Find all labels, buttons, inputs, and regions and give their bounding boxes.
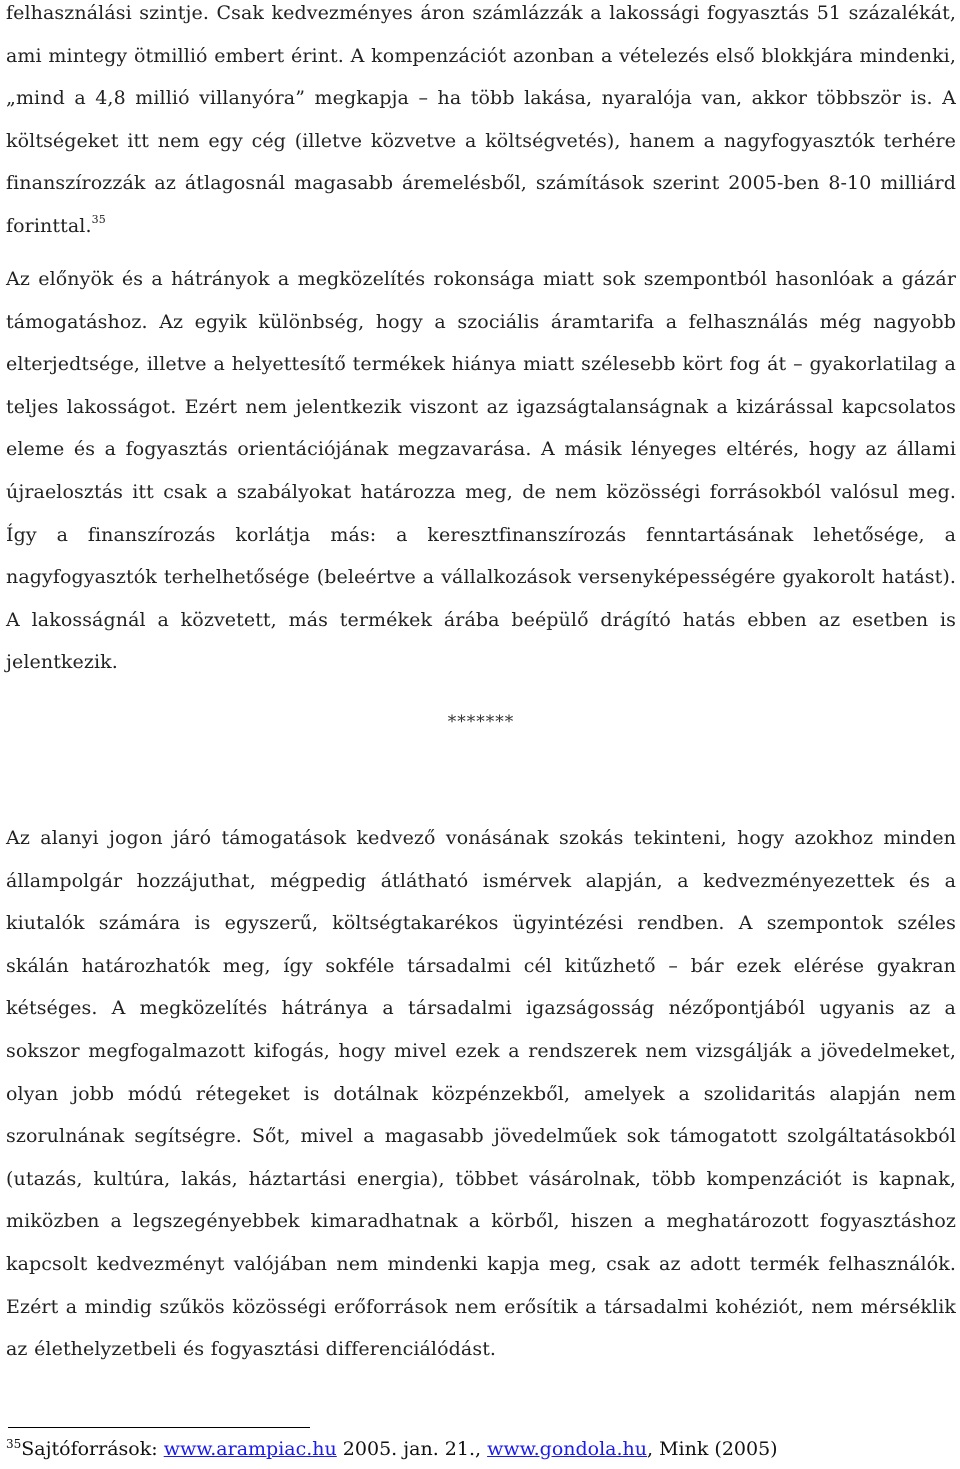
paragraph-3-text: Az alanyi jogon járó támogatások kedvező vonásának szokás tekinteni, hogy azokhoz minden állampolgár hozzájuthat, mégpedig átlátható ismérvek alapján, a kedvezményezettek és a kiutalók számára is egyszerű, költségtakarékos ügyintézési rendben. A szempontok széles skálán határozhatók meg, így sokféle társadalmi cél kitűzhető – bár ezek elérése gyakran kétséges. A megközelítés hátránya a társadalmi igazságosság nézőpontjából ugyanis az a sokszor megfogalmazott kifogás, hogy mivel ezek a rendszerek nem vizsgálják a jövedelmeket, olyan jobb módú rétegeket is dotálnak közpénzekből, amelyek a szolidaritás alapján nem szorulnának segítségre. Sőt, mivel a magasabb jövedelműek sok támogatott szolgáltatásokból (utazás, kultúra, lakás, háztartási energia), többet vásárolnak, több kompenzációt is kapnak, miközben a legszegényebbek kimaradhatnak a körből, hiszen a meghatározott fogyasztáshoz kapcsolt kedvezményt valójában nem mindenki kapja meg, csak az adott termék felhasználók. Ezért a mindig szűkös közösségi erőforrások nem erősítik a társadalmi kohéziót, nem mérséklik az élethelyzetbeli és fogyasztási differenciálódást.: [6, 827, 956, 1361]
footnote-link-arampiac[interactable]: www.arampiac.hu: [163, 1438, 337, 1460]
section-separator: *******: [447, 712, 515, 732]
paragraph-1: [6, 0, 956, 248]
footnote-reference[interactable]: 35: [91, 212, 106, 226]
footnote-number: 35: [6, 1437, 22, 1451]
paragraph-2: [6, 258, 956, 684]
paragraph-3: [6, 817, 956, 1371]
footnote-middle: 2005. jan. 21.,: [336, 1438, 488, 1460]
footnote-divider: [8, 1427, 310, 1428]
paragraph-1-text: felhasználási szintje. Csak kedvezményes áron számlázzák a lakossági fogyasztás 51 százalékát, ami mintegy ötmillió embert érint. A kompenzációt azonban a vételezés első blokkjára mindenki, „mind a 4,8 millió villanyóra” megkapja – ha több lakása, nyaralója van, akkor többször is. A költségeket itt nem egy cég (illetve közvetve a költségvetés), hanem a nagyfogyasztók terhére finanszírozzák az átlagosnál magasabb áremelésből, számítások szerint 2005-ben 8-10 milliárd forinttal.: [6, 2, 956, 237]
footnote-suffix: , Mink (2005): [647, 1438, 778, 1460]
footnote-prefix: Sajtóforrások:: [21, 1438, 164, 1460]
paragraph-2-text: Az előnyök és a hátrányok a megközelítés rokonsága miatt sok szempontból hasonlóak a gázár támogatáshoz. Az egyik különbség, hogy a szociális áramtarifa a felhasználás még nagyobb elterjedtsége, illetve a helyettesítő termékek hiánya miatt szélesebb kört fog át – gyakorlatilag a teljes lakosságot. Ezért nem jelentkezik viszont az igazságtalanságnak a kizárással kapcsolatos eleme és a fogyasztás orientációjának megzavarása. A másik lényeges eltérés, hogy az állami újraelosztás itt csak a szabályokat határozza meg, de nem közösségi forrásokból valósul meg. Így a finanszírozás korlátja más: a keresztfinanszírozás fenntartásának lehetősége, a nagyfogyasztók terhelhetősége (beleértve a vállalkozások versenyképességére gyakorolt hatást). A lakosságnál a közvetett, más termékek árába beépülő drágító hatás ebben az esetben is jelentkezik.: [6, 268, 956, 674]
footnote: [6, 1438, 778, 1460]
footnote-link-gondola[interactable]: www.gondola.hu: [487, 1438, 648, 1460]
